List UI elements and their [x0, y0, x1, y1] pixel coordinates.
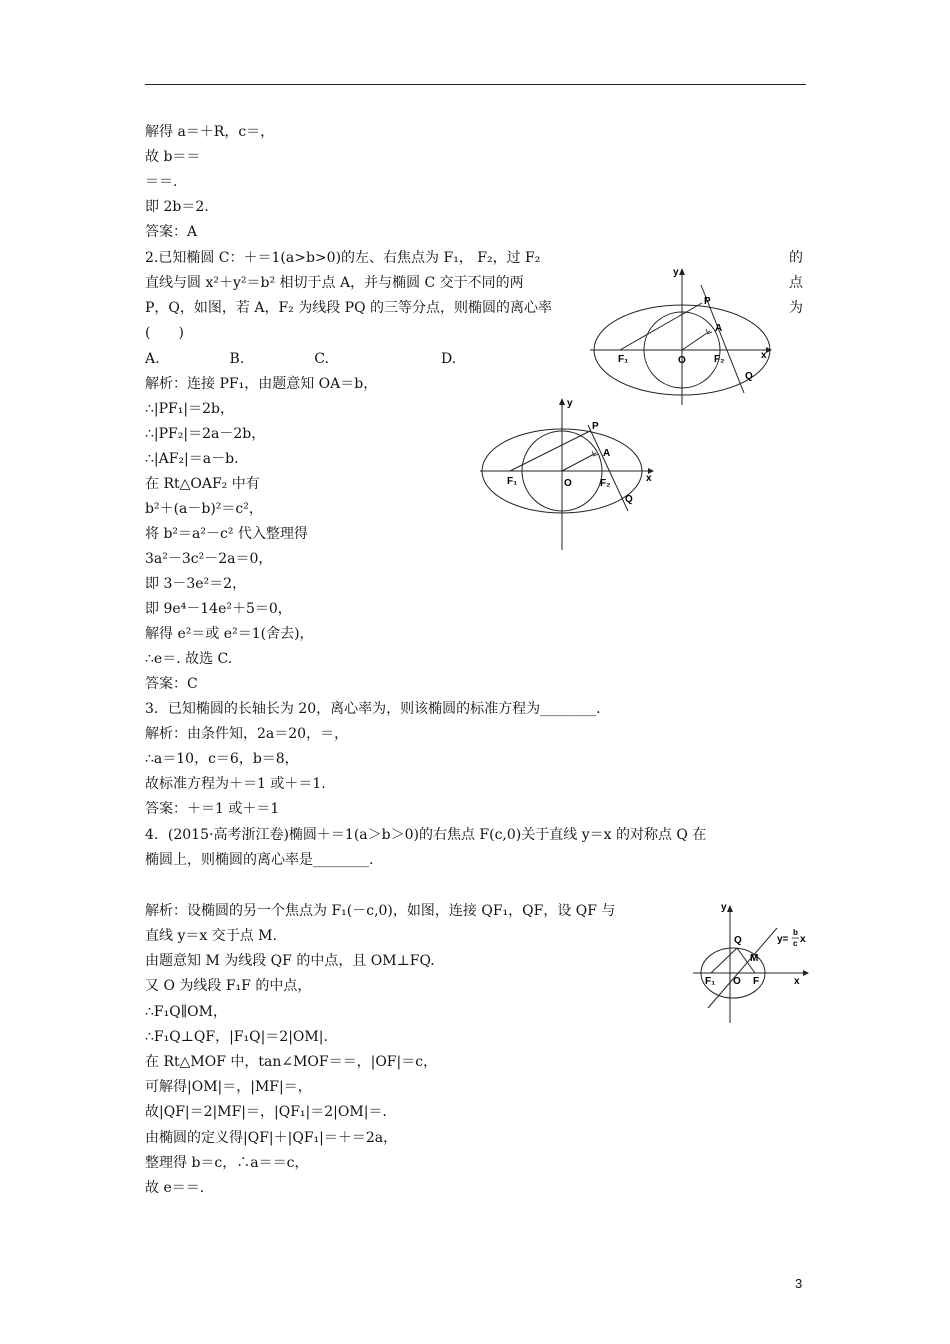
fig1-label-o: O	[678, 355, 686, 366]
fig1-label-f2: F₂	[714, 354, 725, 365]
text-line: 答案：＋＝1 或＋＝1	[145, 801, 280, 817]
fig1-label-q: Q	[745, 371, 753, 382]
fig3-label-q: Q	[734, 935, 742, 946]
text-line: 4．(2015·高考浙江卷)椭圆＋＝1(a＞b＞0)的右焦点 F(c,0)关于直线 y＝x 的对称点 Q 在	[145, 827, 707, 843]
fig3-label-o: O	[733, 976, 741, 987]
text-line: 在 Rt△OAF₂ 中有	[145, 476, 260, 492]
text-line: 整理得 b＝c，∴a＝＝c，	[145, 1155, 309, 1171]
text-line: ∴a＝10，c＝6，b＝8，	[145, 751, 299, 767]
fig2-label-p: P	[592, 421, 599, 432]
fig2-label-q: Q	[625, 494, 633, 505]
ellipse-figure-2	[480, 393, 665, 553]
text-line: 又 O 为线段 F₁F 的中点，	[145, 978, 312, 994]
text-line: ∴|AF₂|＝a－b.	[145, 451, 239, 467]
text-line: 答案：C	[145, 676, 198, 692]
text-line: 解析：设椭圆的另一个焦点为 F₁(－c,0)，如图，连接 QF₁，QF，设 QF 与	[145, 903, 616, 919]
text-line: 由椭圆的定义得|QF|＋|QF₁|＝＋＝2a，	[145, 1130, 398, 1146]
text-line: ＝＝.	[145, 174, 178, 190]
text-line: ∴F₁Q∥OM，	[145, 1004, 227, 1020]
text-line: ∴|PF₂|＝2a－2b，	[145, 426, 266, 442]
text-line: 由题意知 M 为线段 QF 的中点，且 OM⊥FQ.	[145, 953, 435, 969]
text-line: 故|QF|＝2|MF|＝，|QF₁|＝2|OM|＝.	[145, 1104, 387, 1120]
text-line: 将 b²＝a²－c² 代入整理得	[145, 526, 308, 542]
text-line: ∴F₁Q⊥QF，|F₁Q|＝2|OM|.	[145, 1029, 328, 1045]
text-line: 可解得|OM|＝，|MF|＝，	[145, 1079, 312, 1095]
text-line: 3a²－3c²－2a＝0，	[145, 551, 273, 567]
fig1-label-y: y	[673, 267, 679, 278]
text-line: 3．已知椭圆的长轴长为 20，离心率为，则该椭圆的标准方程为________.	[145, 701, 601, 717]
fig2-label-x: x	[646, 473, 652, 484]
fig1-label-p: P	[704, 296, 711, 307]
text-line: ∴e＝. 故选 C.	[145, 651, 233, 667]
fig3-label-m: M	[750, 953, 759, 964]
text-line: 解析：连接 PF₁，由题意知 OA＝b，	[145, 376, 378, 392]
text-line: 答案：A	[145, 224, 198, 240]
text-line: 在 Rt△MOF 中，tan∠MOF＝＝，|OF|＝c，	[145, 1054, 438, 1070]
text-line: b²＋(a－b)²＝c²，	[145, 501, 263, 517]
text-line: 即 2b＝2.	[145, 199, 209, 215]
right-word: 的	[789, 250, 803, 266]
ellipse-figure-1	[590, 265, 775, 405]
text-line: 解析：由条件知，2a＝20，＝，	[145, 726, 349, 742]
fig3-label-line-x: x	[800, 934, 806, 945]
text-line: 即 9e⁴－14e²＋5＝0，	[145, 601, 292, 617]
fig3-label-f: F	[753, 976, 760, 987]
text-line: 椭圆上，则椭圆的离心率是________.	[145, 852, 374, 868]
header-rule	[145, 84, 806, 85]
right-word: 点	[789, 275, 803, 291]
text-line: 直线 y＝x 交于点 M.	[145, 928, 277, 944]
fig3-label-line: y=	[777, 934, 789, 945]
text-line: A. B. C. D.	[145, 351, 457, 367]
fig1-label-f1: F₁	[618, 354, 629, 365]
text-line: 故 e＝＝.	[145, 1180, 205, 1196]
fig3-label-frac-num: b	[793, 928, 798, 937]
fig3-label-y: y	[721, 902, 727, 913]
text-line: 故标准方程为＋＝1 或＋＝1.	[145, 776, 326, 792]
text-line: P，Q，如图，若 A，F₂ 为线段 PQ 的三等分点，则椭圆的离心率	[145, 300, 553, 316]
fig2-label-a: A	[603, 448, 611, 459]
fig2-label-y: y	[567, 398, 573, 409]
fig2-label-f1: F₁	[507, 476, 518, 487]
ellipse-figure-3	[693, 898, 813, 1023]
text-line: 故 b＝＝	[145, 149, 201, 165]
fig3-label-x: x	[794, 976, 800, 987]
text-line: 解得 a＝＋R，c＝，	[145, 124, 275, 140]
text-line: ∴|PF₁|＝2b，	[145, 401, 234, 417]
fig1-label-a: A	[715, 323, 723, 334]
text-line: 解得 e²＝或 e²＝1(舍去)，	[145, 626, 314, 642]
fig3-label-frac-den: c	[793, 939, 798, 948]
text-line: 直线与圆 x²＋y²＝b² 相切于点 A，并与椭圆 C 交于不同的两	[145, 275, 524, 291]
fig1-label-x: x	[761, 350, 767, 361]
fig3-label-f1: F₁	[705, 976, 716, 987]
text-line: 2.已知椭圆 C：＋＝1(a>b>0)的左、右焦点为 F₁， F₂，过 F₂	[145, 250, 541, 266]
page-number: 3	[795, 1276, 803, 1291]
fig2-label-o: O	[564, 478, 572, 489]
text-line: ( )	[145, 325, 184, 341]
right-word: 为	[789, 300, 803, 316]
text-line: 即 3－3e²＝2，	[145, 576, 247, 592]
fig2-label-f2: F₂	[600, 478, 611, 489]
